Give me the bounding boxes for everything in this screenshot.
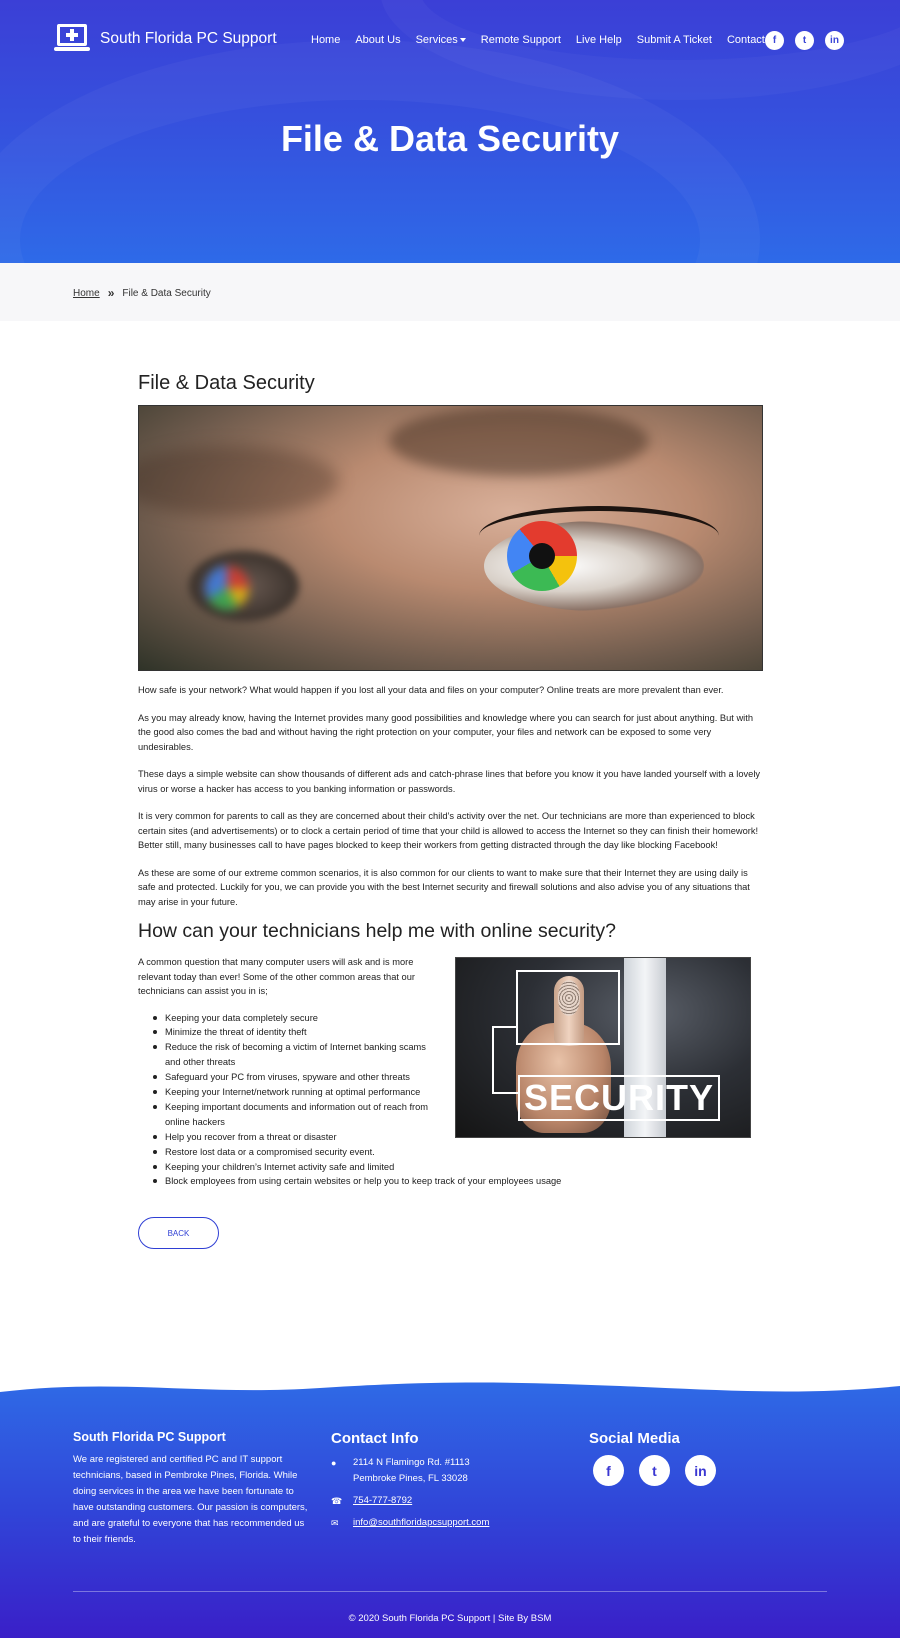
eye-photo: [138, 405, 763, 671]
breadcrumb-current: File & Data Security: [122, 287, 211, 299]
map-marker-icon: ●: [331, 1458, 337, 1468]
breadcrumb-separator: »: [107, 286, 115, 300]
list-item: Safeguard your PC from viruses, spyware and other threats: [138, 1070, 438, 1085]
email-link[interactable]: info@southfloridapcsupport.com: [353, 1517, 490, 1528]
twitter-icon[interactable]: t: [795, 31, 814, 50]
copyright: © 2020 South Florida PC Support | Site By BSM: [348, 1613, 552, 1624]
list-item: Minimize the threat of identity theft: [138, 1025, 438, 1040]
nav-services[interactable]: [416, 34, 466, 46]
footer-social-title: Social Media: [589, 1430, 680, 1447]
footer-divider: [73, 1591, 827, 1592]
main-nav: [311, 34, 780, 46]
facebook-icon[interactable]: f: [593, 1455, 624, 1486]
paragraph: How safe is your network? What would happen if you lost all your data and files on your computer? Online treats are more prevalent than ever.: [138, 685, 724, 695]
twitter-icon[interactable]: t: [639, 1455, 670, 1486]
intro-paragraph: A common question that many computer users will ask and is more relevant today than ever! Some of the other common areas that our technicians can assist you in is;: [138, 957, 415, 996]
nav-services-label: Services: [415, 34, 458, 46]
footer-contact: [331, 1430, 489, 1531]
nav-remote-support[interactable]: Remote Support: [480, 34, 561, 46]
header-social-links: [765, 31, 855, 50]
nav-contact[interactable]: Contact: [726, 34, 765, 46]
hero-header: [0, 0, 900, 263]
section-heading: How can your technicians help me with online security?: [138, 920, 616, 942]
list-item: Keeping your data completely secure: [138, 1011, 438, 1026]
list-item: Restore lost data or a compromised security event.: [138, 1145, 438, 1160]
list-item: Keeping your Internet/network running at optimal performance: [138, 1085, 438, 1100]
nav-live-help[interactable]: Live Help: [575, 34, 622, 46]
footer-contact-title: Contact Info: [331, 1430, 419, 1447]
page-title: File & Data Security: [138, 372, 315, 394]
caret-down-icon: [460, 38, 466, 42]
footer-about: [73, 1430, 313, 1548]
security-photo-label: SECURITY: [523, 1077, 715, 1118]
logo-text: South Florida PC Support: [100, 30, 277, 47]
breadcrumb: [73, 286, 211, 300]
paragraph: As these are some of our extreme common scenarios, it is also common for our clients to want to make sure that their Internet they are using daily is safe and protected. Luckily for you, we can provide you with the best Internet security and firewall solutions and also advise you of any situations that may arise in your future.: [138, 867, 750, 907]
list-item: Keeping important documents and information out of reach from online hackers: [138, 1100, 438, 1130]
address-line-2: Pembroke Pines, FL 33028: [353, 1473, 468, 1484]
list-item: Keeping your children’s Internet activity safe and limited: [138, 1160, 438, 1175]
back-button[interactable]: BACK: [138, 1217, 219, 1249]
hero-title: File & Data Security: [280, 118, 620, 159]
services-section: [138, 955, 763, 1189]
list-item: Reduce the risk of becoming a victim of Internet banking scams and other threats: [138, 1040, 438, 1070]
laptop-plus-icon: [54, 24, 90, 54]
footer-about-title: South Florida PC Support: [73, 1430, 226, 1444]
envelope-icon: ✉: [331, 1518, 339, 1528]
phone-icon: ☎: [331, 1496, 343, 1506]
nav-home[interactable]: Home: [311, 34, 341, 46]
list-item: Help you recover from a threat or disaster: [138, 1130, 438, 1145]
paragraph: It is very common for parents to call as they are concerned about their child’s activity over the net. Our technicians are more than experienced to block certain sites (and advertisements) or to clock a certain period of time that your child is allowed to access the Internet so they can finish their homework! Better still, many businesses call to have pages blocked to keep their workers from getting distracted through the day like blocking Facebook!: [138, 811, 759, 850]
phone-link[interactable]: 754-777-8792: [353, 1495, 413, 1506]
list-item: Block employees from using certain websites or help you to keep track of your employees usage: [138, 1174, 763, 1189]
site-logo[interactable]: [54, 24, 277, 54]
main-content: [138, 372, 763, 1249]
footer-about-text: We are registered and certified PC and IT support technicians, based in Pembroke Pines, Florida. While doing services in the area we have been fortunate to have outstanding customers. Our passion is computers, and are grateful to everyone that has recommended us to their friends.: [73, 1454, 308, 1545]
breadcrumb-bar: [0, 263, 900, 321]
nav-about-us[interactable]: About Us: [355, 34, 401, 46]
facebook-icon[interactable]: f: [765, 31, 784, 50]
nav-submit-ticket[interactable]: Submit A Ticket: [636, 34, 712, 46]
linkedin-icon[interactable]: in: [685, 1455, 716, 1486]
site-footer: [0, 1376, 900, 1638]
breadcrumb-home-link[interactable]: Home: [73, 287, 100, 299]
linkedin-icon[interactable]: in: [825, 31, 844, 50]
paragraph: As you may already know, having the Internet provides many good possibilities and knowledge where you can search for just about anything. But with the good also comes the bad and without having the right protection on your computer, your files and network can be exposed to some very undesirables.: [138, 712, 753, 752]
address-line-1: 2114 N Flamingo Rd. #1113: [353, 1457, 470, 1468]
paragraph: These days a simple website can show thousands of different ads and catch-phrase lines that before you know it you have landed yourself with a lovely virus or worse a hacker has access to you banking information or passwords.: [138, 769, 761, 794]
footer-social: [589, 1430, 731, 1486]
security-photo: [455, 957, 751, 1138]
